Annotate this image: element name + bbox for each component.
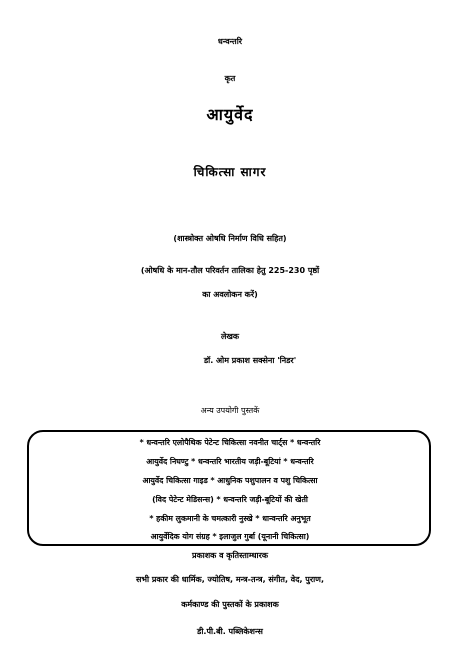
book-title-line2: चिकित्सा सागर (193, 165, 267, 179)
conversion-note-line2: का अवलोकन करें) (202, 290, 258, 299)
publisher-label: प्रकाशक व कृतिस्ताम्धारक (191, 551, 269, 560)
other-books-line: आयुर्वेदिक योग संग्रह * इलाजुल गुर्बा (यूनानी चिकित्सा) (150, 532, 310, 541)
book-subtitle: (शास्त्रोक्त ओषधि निर्माण विधि सहित) (173, 234, 287, 243)
publisher-description-line2: कर्मकाण्ड की पुस्तकों के प्रकाशक (181, 600, 279, 609)
other-books-line: आयुर्वेद चिकित्सा गाइड * आधुनिक पशुपालन व पशु चिकित्सा (142, 476, 318, 485)
other-books-line: (विद पेटेन्ट मेडिसन्स) * धन्वन्तरि जड़ी-बूटियों की खेती (152, 495, 308, 504)
author-name: डॉ. ओम प्रकाश सक्सेना 'निडर' (203, 356, 297, 365)
publisher-name: डी.पी.बी. पब्लिकेशन्स (197, 627, 263, 636)
book-title-line1: आयुर्वेद (206, 105, 254, 124)
other-books-heading: अन्य उपयोगी पुस्तकें (200, 406, 260, 415)
publisher-description-line1: सभी प्रकार की धार्मिक, ज्योतिष, मन्त्र-तन्त्र, संगीत, वेद, पुराण, (135, 575, 325, 584)
other-books-line: आयुर्वेद निघण्टु * धन्वन्तरि भारतीय जड़ी-बूटियां * धन्वन्तरि (146, 457, 314, 466)
author-label: लेखक (220, 332, 240, 341)
krit-label: कृत (224, 74, 236, 83)
conversion-note-line1: (ओषधि के मान-तौल परिवर्तन तालिका हेतु 225-230 पृष्ठों (140, 266, 320, 275)
other-books-line: * धन्वन्तरि एलोपैथिक पेटेन्ट चिकित्सा नवनीत चार्ट्स * धन्वन्तरि (139, 438, 321, 447)
series-name: धन्वन्तरि (217, 37, 243, 46)
other-books-line: * हकीम लुकमानी के चमत्कारी नुस्खे * धान्वन्तरि अनुभूत (149, 514, 311, 523)
